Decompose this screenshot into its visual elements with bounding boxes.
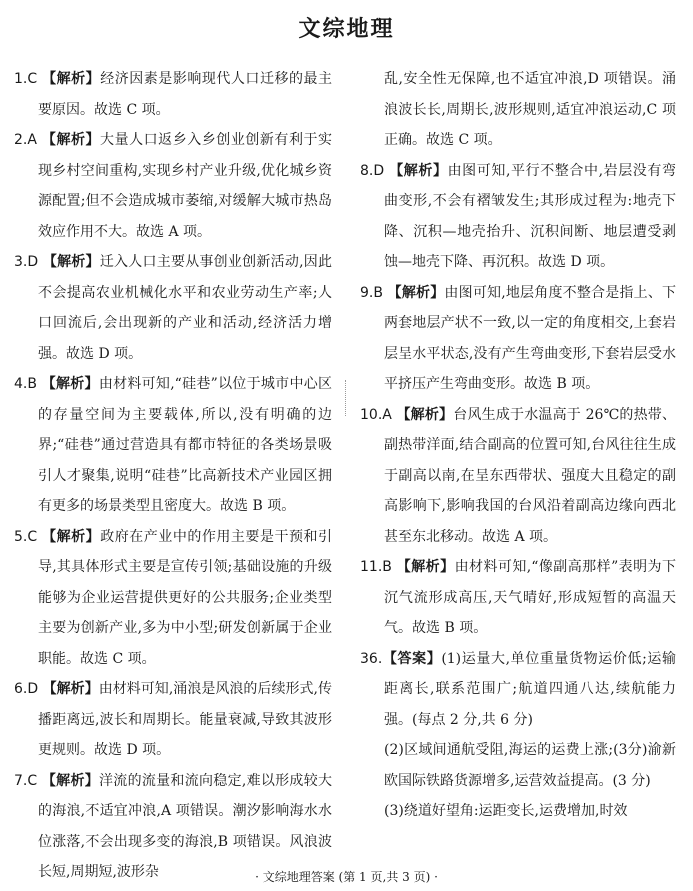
answer-item-6: 6.D 【解析】由材料可知,涌浪是风浪的后续形式,传播距离远,波长和周期长。能量衰减,导致其波形更规则。故选 D 项。 xyxy=(14,681,333,758)
answer-item-7-continued: 乱,安全性无保障,也不适宜冲浪,D 项错误。涌浪波长长,周期长,波形规则,适宜冲浪运动,C 项正确。故选 C 项。 xyxy=(384,71,676,148)
answer-item-1: 1.C 【解析】经济因素是影响现代人口迁移的最主要原因。故选 C 项。 xyxy=(14,71,333,118)
answer-item-7: 7.C 【解析】洋流的流量和流向稳定,难以形成较大的海浪,不适宜冲浪,A 项错误。潮汐影响海水水位涨落,不会出现多变的海浪,B 项错误。风浪波长短,周期短,波形杂 xyxy=(14,772,333,880)
answer-36-part-2: (2)区域间通航受阻,海运的运费上涨;(3分)渝新欧国际铁路货源增多,运营效益提高。(3 分) xyxy=(384,742,676,789)
left-column xyxy=(14,64,332,888)
answer-item-11: 11.B 【解析】由材料可知,“像副高那样”表明为下沉气流形成高压,天气晴好,形成短暂的高温天气。故选 B 项。 xyxy=(360,559,677,636)
answer-item-2: 2.A 【解析】大量人口返乡入乡创业创新有利于实现乡村空间重构,实现乡村产业升级,优化城乡资源配置;但不会造成城市萎缩,对缓解大城市热岛效应作用不大。故选 A 项。 xyxy=(14,132,333,240)
answer-item-8: 8.D 【解析】由图可知,平行不整合中,岩层没有弯曲变形,不会有褶皱发生;其形成过程为:地壳下降、沉积—地壳抬升、沉积间断、地层遭受剥蚀—地壳下降、再沉积。故选 D 项。 xyxy=(360,162,677,270)
answer-item-9: 9.B 【解析】由图可知,地层角度不整合是指上、下两套地层产状不一致,以一定的角度相交,上套岩层呈水平状态,没有产生弯曲变形,下套岩层受水平挤压产生弯曲变形。故选 B 项。 xyxy=(360,284,677,392)
answer-item-36: 36.【答案】(1)运量大,单位重量货物运价低;运输距离长,联系范围广;航道四通八达,续航能力强。(每点 2 分,共 6 分) xyxy=(360,650,677,728)
answer-item-3: 3.D 【解析】迁入人口主要从事创业创新活动,因此不会提高农业机械化水平和农业劳动生产率;人口回流后,会出现新的产业和活动,经济活力增强。故选 D 项。 xyxy=(14,254,333,362)
answer-item-4: 4.B 【解析】由材料可知,“硅巷”以位于城市中心区的存量空间为主要载体,所以,没有明确的边界;“硅巷”通过营造具有都市特征的各类场景吸引人才聚集,说明“硅巷”比高新技术产业园区拥有更多的场景类型且密度大。故选 B 项。 xyxy=(14,376,333,514)
answer-item-5: 5.C 【解析】政府在产业中的作用主要是干预和引导,其具体形式主要是宣传引领;基础设施的升级能够为企业运营提供更好的公共服务;企业类型主要为创新产业,多为中小型;研发创新属于企业职能。故选 C 项。 xyxy=(14,528,333,667)
column-divider xyxy=(345,380,346,416)
answer-36-part-3: (3)绕道好望角:运距变长,运费增加,时效 xyxy=(384,803,628,819)
answer-item-10: 10.A 【解析】台风生成于水温高于 26℃的热带、副热带洋面,结合副高的位置可知,台风往往生成于副高以南,在呈东西带状、强度大且稳定的副高影响下,影响我国的台风沿着副高边缘向西北甚至东北移动。故选 A 项。 xyxy=(360,406,676,545)
page-footer: · 文综地理答案 (第 1 页,共 3 页) · xyxy=(255,870,438,884)
page-title: 文综地理 xyxy=(298,17,395,42)
right-column xyxy=(360,64,676,827)
